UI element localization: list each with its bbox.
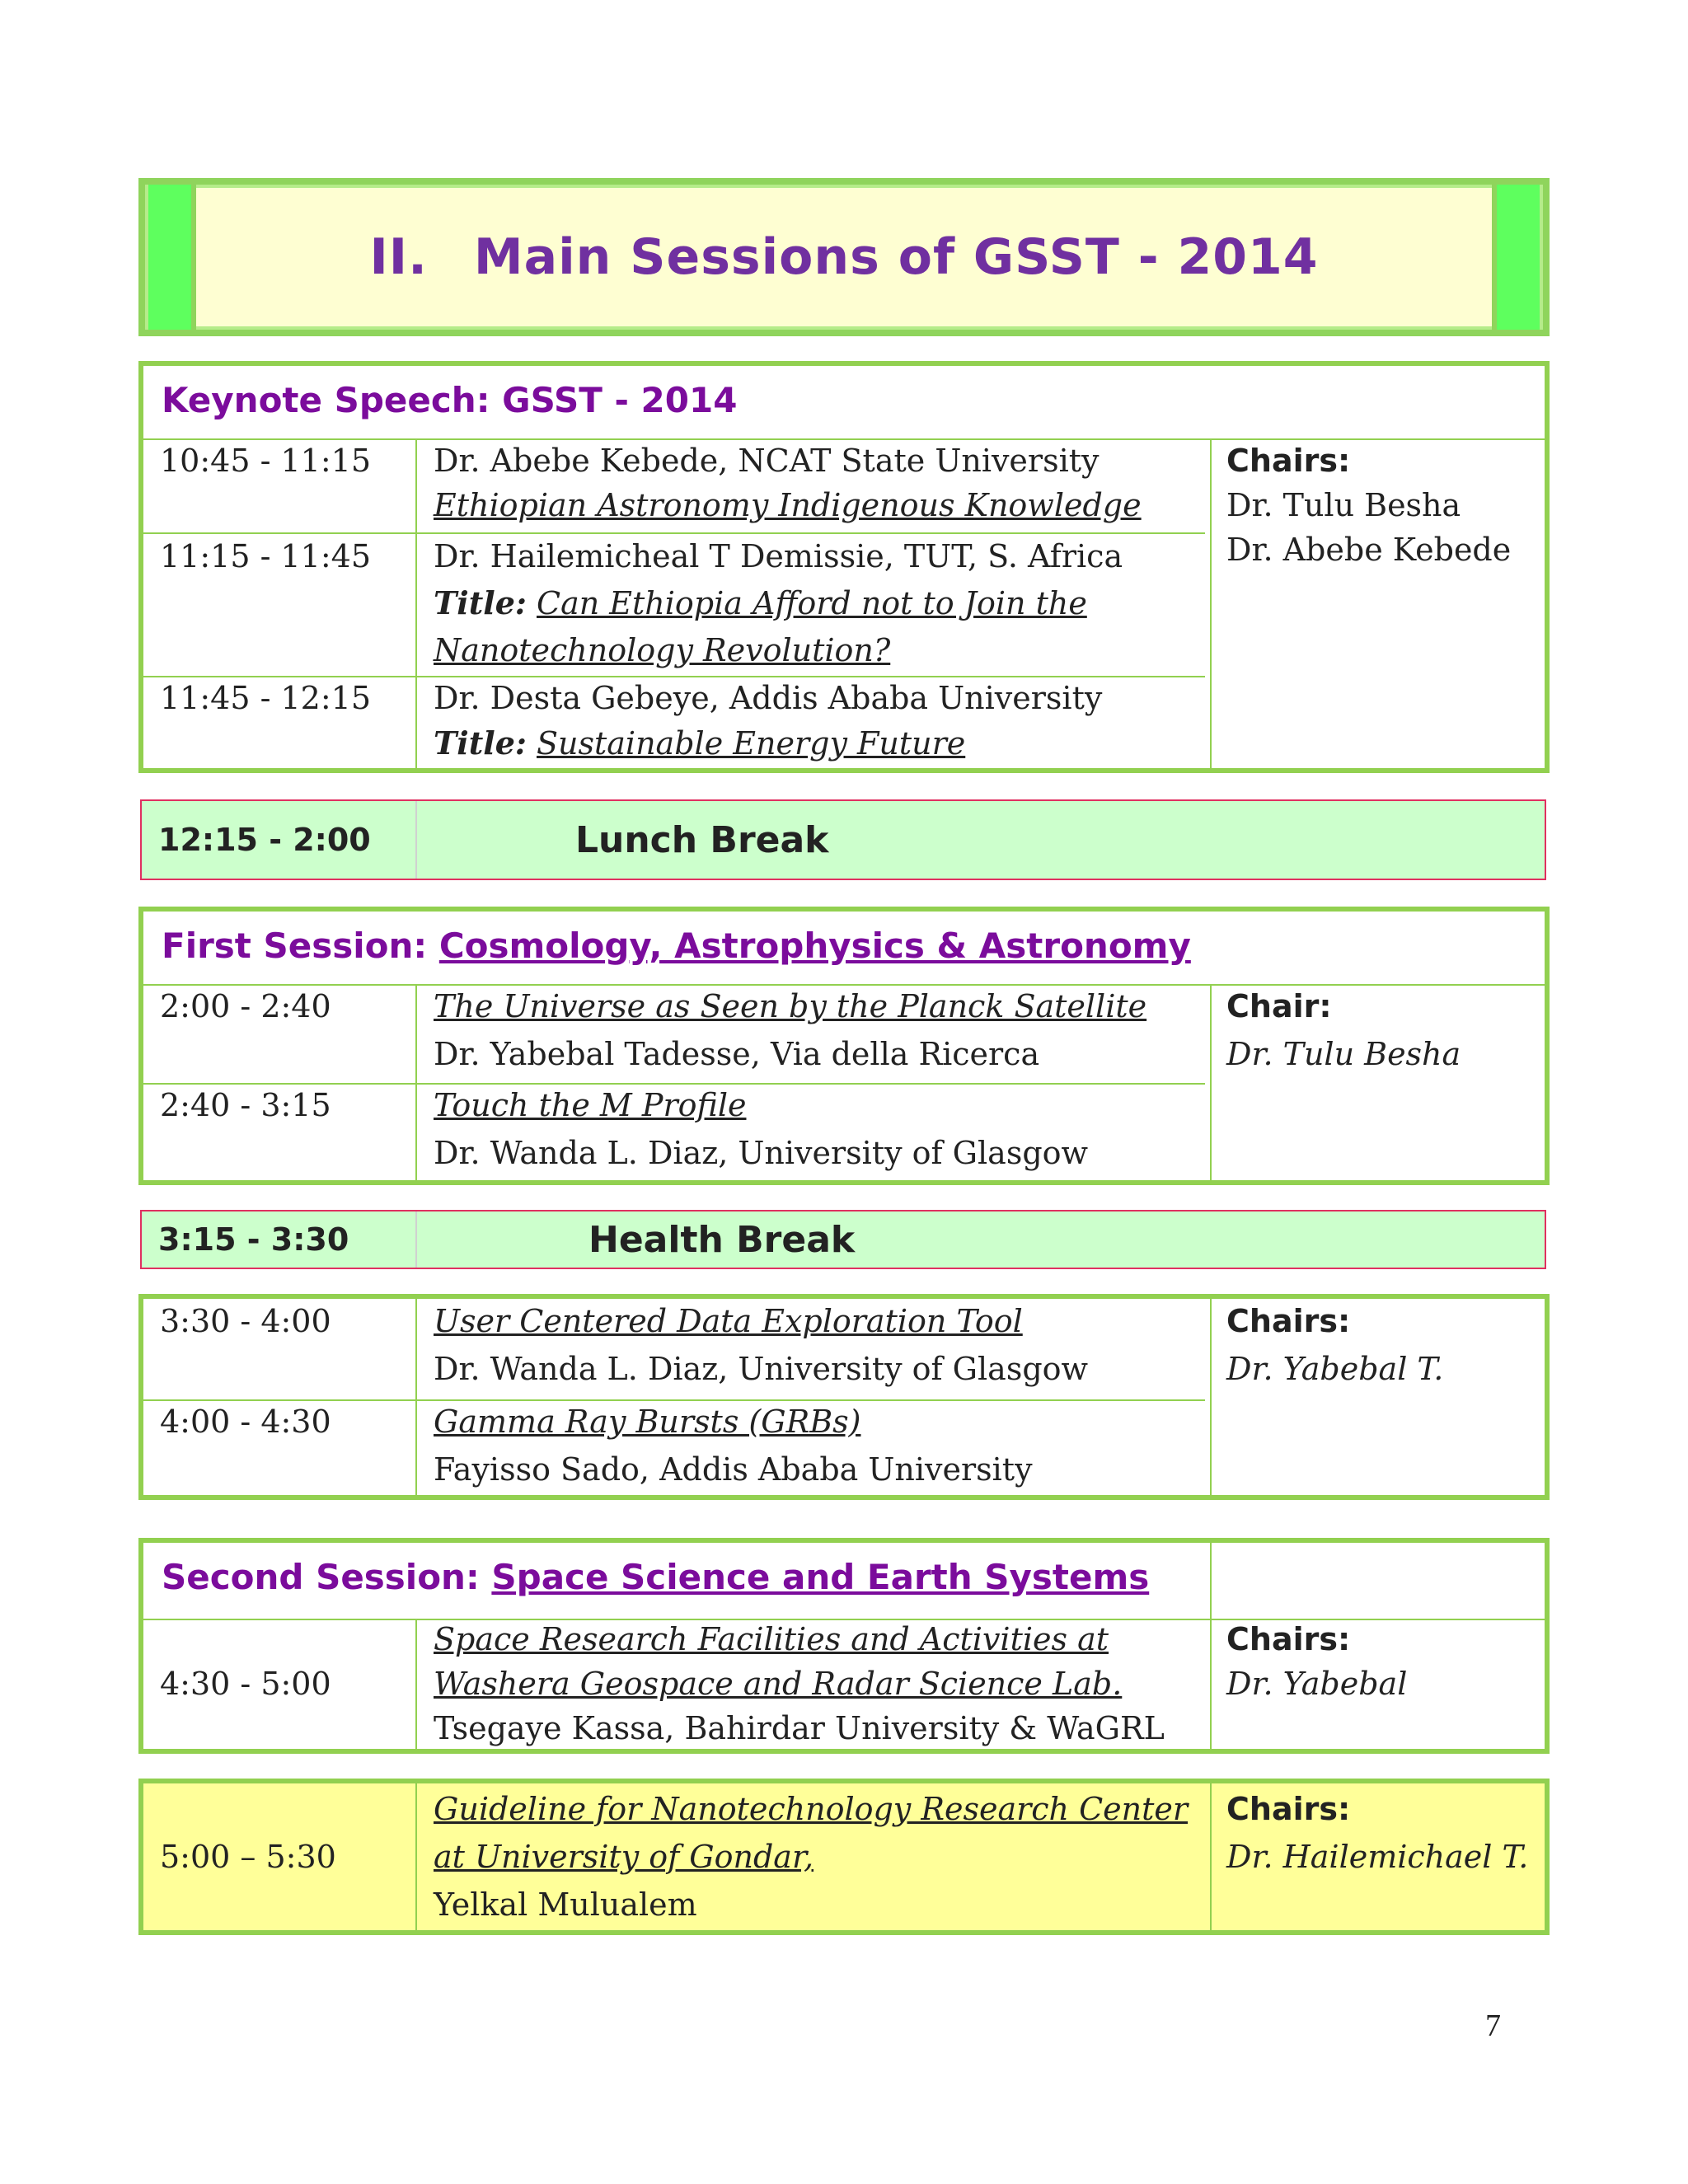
page-number: 7 (1485, 2008, 1501, 2043)
table-row (143, 1299, 1205, 1401)
speaker-line: Dr. Yabebal Tadesse, Via della Ricerca (434, 1036, 1040, 1072)
session-time: 4:30 - 5:00 (160, 1666, 331, 1702)
health-break-row (140, 1210, 1546, 1269)
session-topic: Cosmology, Astrophysics & Astronomy (438, 926, 1191, 966)
table-row (143, 438, 1205, 534)
talk-title: Touch the M Profile (434, 1087, 747, 1123)
section-title-banner (138, 178, 1550, 336)
talk-title: Gamma Ray Bursts (GRBs) (434, 1404, 861, 1440)
first-session-header-row (143, 912, 1545, 986)
break-label: Lunch Break (575, 818, 829, 861)
section-numeral: II. (369, 228, 428, 286)
session-topic: Space Science and Earth Systems (491, 1557, 1150, 1597)
first-session-table (138, 907, 1550, 1185)
second-session-table (138, 1538, 1550, 1754)
chairs-label: Chairs: (1226, 443, 1351, 479)
banner-center (196, 188, 1492, 326)
section-title: Main Sessions of GSST - 2014 (473, 228, 1319, 286)
keynote-table (138, 361, 1550, 773)
session-time: 11:15 - 11:45 (160, 538, 372, 574)
chair-name: Dr. Tulu Besha (1226, 1036, 1461, 1072)
keynote-heading: Keynote Speech: GSST - 2014 (162, 380, 738, 420)
session-time: 2:00 - 2:40 (160, 988, 331, 1024)
talk-title: Can Ethiopia Afford not to Join the (537, 585, 1087, 621)
session-time: 2:40 - 3:15 (160, 1087, 331, 1123)
talk-title: The Universe as Seen by the Planck Satellite (434, 988, 1147, 1024)
banner-right-bar (1492, 185, 1540, 330)
first-session-heading: First Session: Cosmology, Astrophysics & Astronomy (162, 926, 1191, 966)
talk-title: Space Research Facilities and Activities at (434, 1621, 1109, 1657)
break-label: Health Break (588, 1218, 856, 1261)
keynote-header-row (143, 366, 1545, 440)
table-row (143, 676, 1205, 768)
lunch-break-row (140, 799, 1546, 880)
break-time: 12:15 - 2:00 (158, 822, 371, 858)
speaker-line: Fayisso Sado, Addis Ababa University (434, 1451, 1033, 1488)
chair-name: Dr. Tulu Besha (1226, 487, 1461, 523)
talk-title: Guideline for Nanotechnology Research Center (434, 1791, 1189, 1827)
chair-name: Dr. Hailemichael T. (1226, 1839, 1529, 1875)
session-time: 11:45 - 12:15 (160, 680, 372, 716)
speaker-line: Dr. Abebe Kebede, NCAT State University (434, 443, 1100, 479)
table-row (143, 984, 1205, 1085)
page-title (369, 228, 1318, 286)
chairs-label: Chairs: (1226, 1303, 1351, 1339)
speaker-line: Yelkal Mulualem (434, 1886, 697, 1923)
talk-title-line (434, 720, 965, 766)
chairs-label: Chairs: (1226, 1621, 1351, 1657)
talk-title-cont: Nanotechnology Revolution? (434, 632, 891, 668)
chairs-label: Chairs: (1226, 1791, 1351, 1827)
talk-title: User Centered Data Exploration Tool (434, 1303, 1023, 1339)
break-time: 3:15 - 3:30 (158, 1221, 349, 1258)
afternoon-table (138, 1294, 1550, 1500)
talk-title-line (434, 580, 1087, 626)
second-session-heading: Second Session: Space Science and Earth Systems (162, 1557, 1150, 1597)
talk-title-cont: Washera Geospace and Radar Science Lab. (434, 1666, 1123, 1702)
table-row (143, 1399, 1205, 1495)
speaker-line: Dr. Hailemicheal T Demissie, TUT, S. Africa (434, 538, 1123, 574)
title-label: Title: (434, 584, 527, 621)
second-session-header-row (143, 1543, 1545, 1620)
speaker-line: Dr. Wanda L. Diaz, University of Glasgow (434, 1351, 1089, 1387)
chair-name: Dr. Yabebal T. (1226, 1351, 1444, 1387)
session-time: 5:00 – 5:30 (160, 1839, 336, 1875)
talk-title: Ethiopian Astronomy Indigenous Knowledge (434, 487, 1142, 523)
talk-title-cont: at University of Gondar, (434, 1839, 814, 1875)
chair-name: Dr. Abebe Kebede (1226, 532, 1512, 568)
chair-name: Dr. Yabebal (1226, 1666, 1408, 1702)
speaker-line: Tsegaye Kassa, Bahirdar University & WaGRL (434, 1710, 1165, 1746)
speaker-line: Dr. Desta Gebeye, Addis Ababa University (434, 680, 1103, 716)
nanotech-session-table (138, 1779, 1550, 1935)
table-row (143, 1083, 1205, 1180)
table-row (143, 532, 1205, 677)
session-time: 3:30 - 4:00 (160, 1303, 331, 1339)
speaker-line: Dr. Wanda L. Diaz, University of Glasgow (434, 1135, 1089, 1171)
title-label: Title: (434, 724, 527, 762)
talk-title: Sustainable Energy Future (537, 725, 966, 762)
banner-left-bar (148, 185, 196, 330)
chair-label: Chair: (1226, 988, 1332, 1024)
session-time: 10:45 - 11:15 (160, 443, 372, 479)
session-time: 4:00 - 4:30 (160, 1404, 331, 1440)
